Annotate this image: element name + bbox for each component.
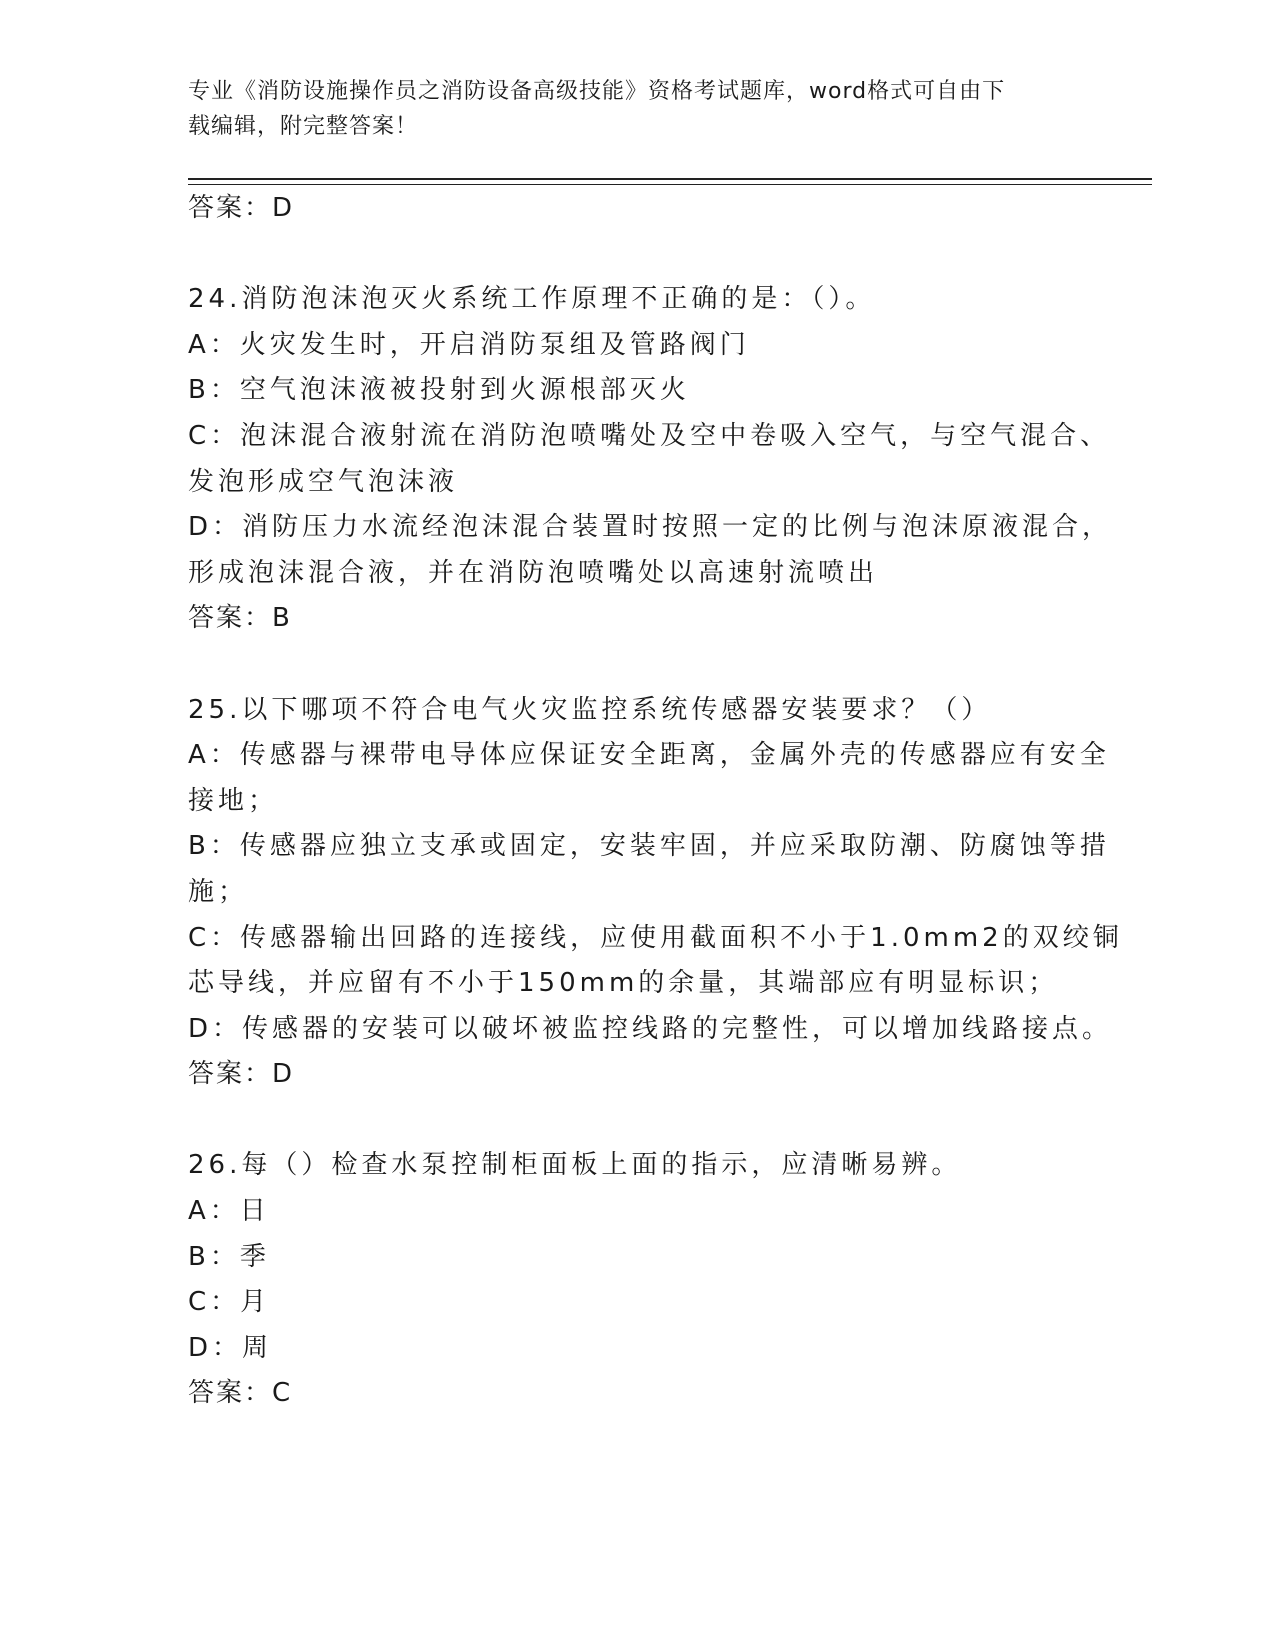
question-25: [188, 688, 1123, 1098]
header-rule-thin: [188, 184, 1152, 185]
spacer: [188, 232, 1108, 278]
option-b-line-2: 施；: [188, 876, 249, 907]
option-d: D：周: [188, 1332, 273, 1363]
option-c-line-1: C：泡沫混合液射流在消防泡喷嘴处及空中卷吸入空气，与空气混合、: [188, 420, 1111, 451]
document-header: [188, 74, 1088, 144]
option-b: B：季: [188, 1241, 270, 1272]
answer: 答案：C: [188, 1378, 293, 1409]
header-line-2: 载编辑，附完整答案！: [188, 114, 419, 139]
option-a: A：日: [188, 1196, 270, 1227]
header-rule-thick: [188, 178, 1152, 180]
question-stem: 25.以下哪项不符合电气火灾监控系统传感器安装要求？（）: [188, 694, 992, 725]
header-line-1: 专业《消防设施操作员之消防设备高级技能》资格考试题库，word格式可自由下: [188, 79, 1006, 104]
option-d-line-1: D：消防压力水流经泡沫混合装置时按照一定的比例与泡沫原液混合，: [188, 512, 1113, 543]
option-a-line-2: 接地；: [188, 785, 279, 816]
question-26: [188, 1143, 1108, 1417]
question-stem: 26.每（）检查水泵控制柜面板上面的指示，应清晰易辨。: [188, 1150, 962, 1181]
spacer: [188, 1098, 1108, 1144]
question-stem: 24.消防泡沫泡灭火系统工作原理不正确的是：（）。: [188, 284, 876, 315]
option-c-line-2: 芯导线，并应留有不小于150mm的余量，其端部应有明显标识；: [188, 968, 1059, 999]
question-list: [188, 186, 1123, 1417]
question-24: [188, 277, 1113, 642]
answer: 答案：D: [188, 1059, 295, 1090]
answer: 答案：B: [188, 603, 292, 634]
option-d: D：传感器的安装可以破坏被监控线路的完整性，可以增加线路接点。: [188, 1013, 1113, 1044]
option-b: B：空气泡沫液被投射到火源根部灭火: [188, 375, 690, 406]
option-c: C：月: [188, 1287, 271, 1318]
spacer: [188, 642, 1108, 688]
option-b-line-1: B：传感器应独立支承或固定，安装牢固，并应采取防潮、防腐蚀等措: [188, 831, 1110, 862]
option-d-line-2: 形成泡沫混合液，并在消防泡喷嘴处以高速射流喷出: [188, 557, 879, 588]
option-c-line-2: 发泡形成空气泡沫液: [188, 466, 459, 497]
option-a-line-1: A：传感器与裸带电导体应保证安全距离，金属外壳的传感器应有安全: [188, 740, 1110, 771]
option-c-line-1: C：传感器输出回路的连接线，应使用截面积不小于1.0mm2的双绞铜: [188, 922, 1123, 953]
option-a: A：火灾发生时，开启消防泵组及管路阀门: [188, 329, 750, 360]
previous-answer: 答案：D: [188, 193, 295, 223]
